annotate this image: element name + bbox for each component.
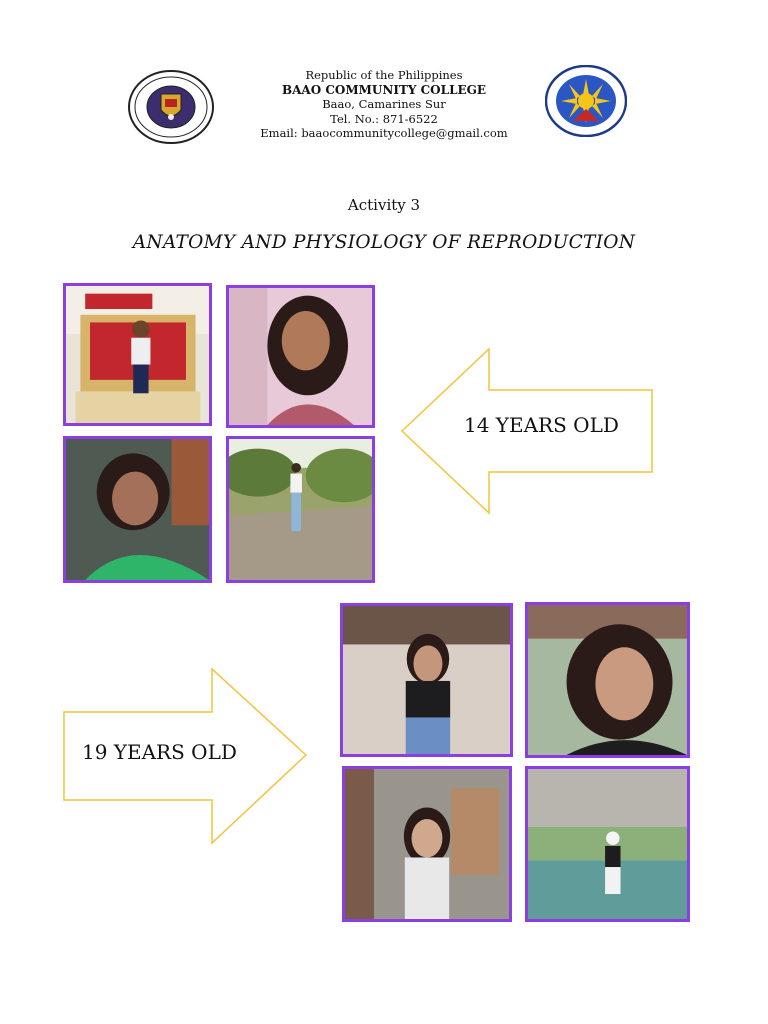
photo-age14-throne (63, 283, 212, 426)
baao-community-college-seal-icon (128, 70, 214, 144)
photo-age14-portrait (226, 285, 375, 428)
activity-label: Activity 3 (347, 196, 421, 214)
tel-line: Tel. No.: 871-6522 (330, 111, 438, 126)
republic-line: Republic of the Philippines (305, 68, 463, 82)
age-14-label: 14 YEARS OLD (464, 413, 619, 437)
photo-age19-court (525, 766, 690, 922)
email-line: Email: baaocommunitycollege@gmail.com (260, 126, 508, 141)
college-name: BAAO COMMUNITY COLLEGE (281, 82, 487, 97)
letterhead (220, 68, 548, 141)
photo-age14-closeup (63, 436, 212, 583)
photo-age14-road (226, 436, 375, 583)
photo-age19-portrait (525, 602, 690, 758)
photo-age19-doorway (342, 766, 512, 922)
page-title: ANATOMY AND PHYSIOLOGY OF REPRODUCTION (132, 232, 636, 253)
commission-on-higher-education-seal-icon (545, 65, 627, 137)
age-19-label: 19 YEARS OLD (82, 740, 237, 764)
address-line: Baao, Camarines Sur (322, 97, 446, 112)
photo-age19-standing (340, 603, 513, 757)
